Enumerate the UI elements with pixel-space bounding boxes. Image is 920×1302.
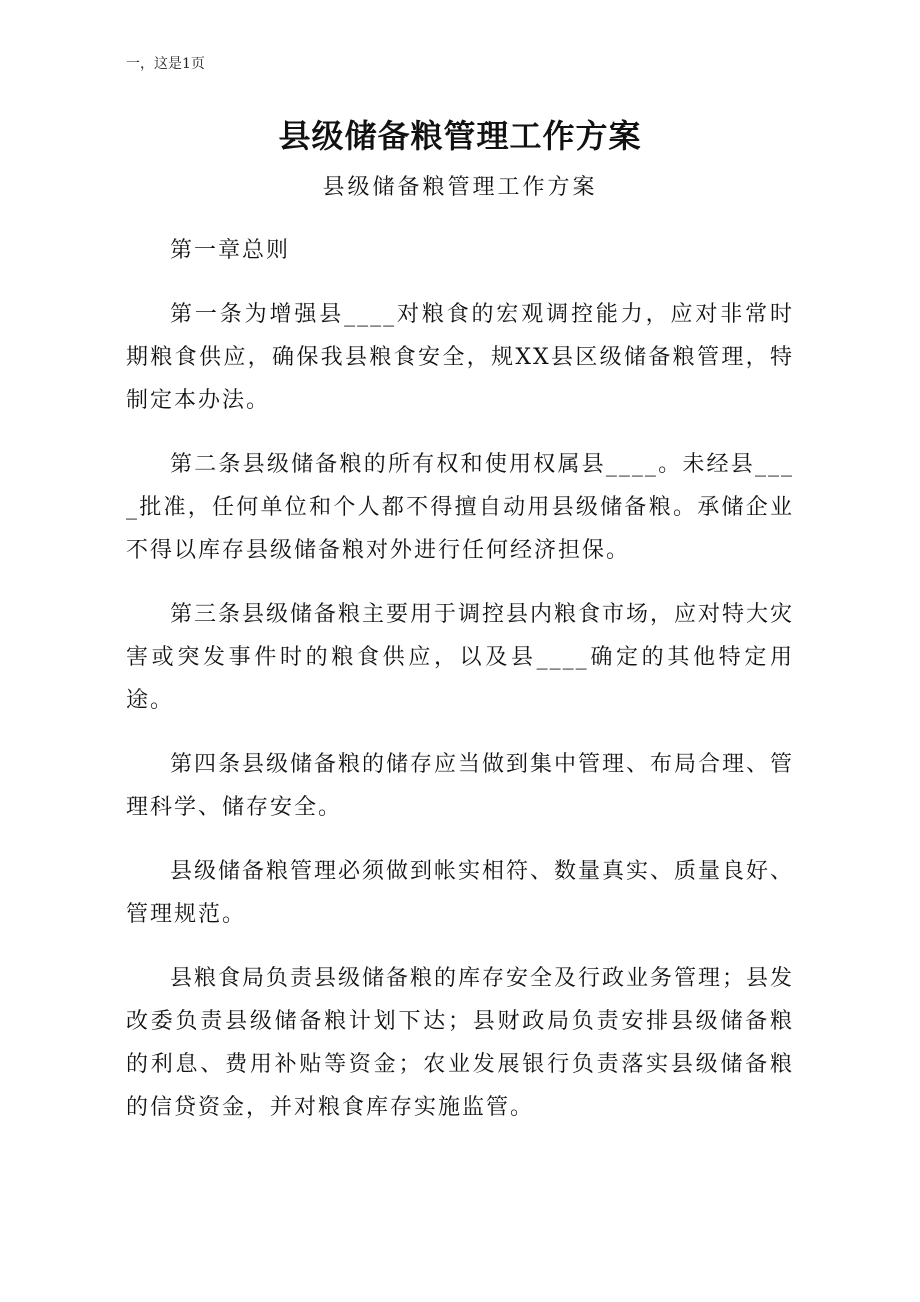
document-title: 县级储备粮管理工作方案 bbox=[278, 117, 642, 155]
chapter-heading: 第一章总则 bbox=[170, 238, 291, 263]
article-2: 第二条县级储备粮的所有权和使用权属县____。未经县____批准，任何单位和个人都不得擅自动用县级储备粮。承储企业不得以库存县级储备粮对外进行任何经济担保。 bbox=[126, 452, 794, 563]
article-1: 第一条为增强县____对粮食的宏观调控能力，应对非常时期粮食供应，确保我县粮食安全，规XX县区级储备粮管理，特制定本办法。 bbox=[126, 302, 794, 413]
article-3: 第三条县级储备粮主要用于调控县内粮食市场，应对特大灾害或突发事件时的粮食供应，以及县____确定的其他特定用途。 bbox=[126, 602, 795, 713]
page-marker: 一，这是1页 bbox=[126, 56, 205, 72]
document-body bbox=[126, 229, 794, 1150]
article-4: 第四条县级储备粮的储存应当做到集中管理、布局合理、管理科学、储存安全。 bbox=[126, 752, 795, 820]
management-requirement: 县级储备粮管理必须做到帐实相符、数量真实、质量良好、管理规范。 bbox=[126, 859, 795, 927]
document-subtitle: 县级储备粮管理工作方案 bbox=[322, 175, 598, 200]
responsibility-paragraph: 县粮食局负责县级储备粮的库存安全及行政业务管理；县发改委负责县级储备粮计划下达；县财政局负责安排县级储备粮的利息、费用补贴等资金；农业发展银行负责落实县级储备粮的信贷资金，并对粮食库存实施监管。 bbox=[126, 966, 795, 1120]
